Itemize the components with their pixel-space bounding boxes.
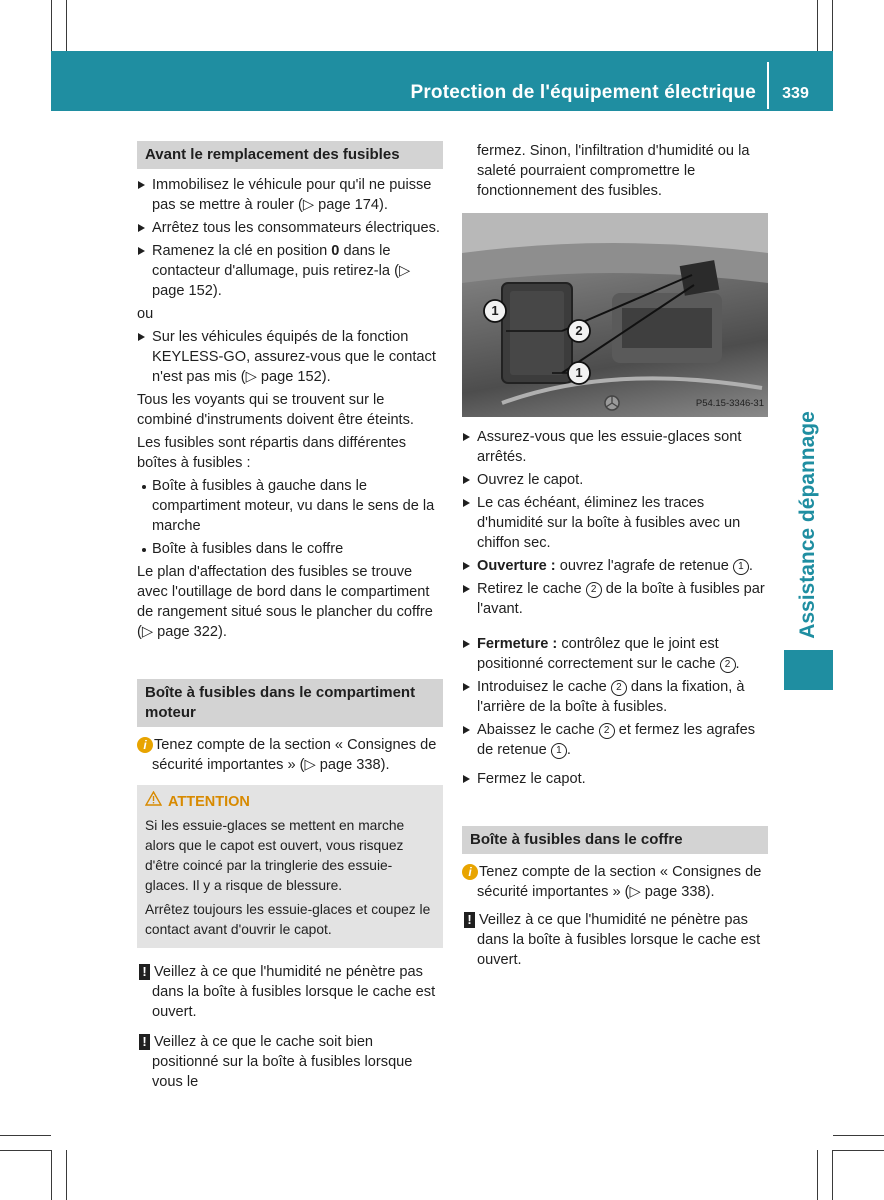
attention-text: Si les essuie-glaces se mettent en marche alors que le capot est ouvert, vous risquez d'être coincé par la tringlerie des essuie-glaces. Il y a risque de blessure. xyxy=(145,818,405,893)
exclamation-icon: ! xyxy=(464,912,475,928)
continued-text: fermez. Sinon, l'infiltration d'humidité ou la saleté pourraient compromettre le fonctionnement des fusibles. xyxy=(477,143,750,199)
side-tab-marker xyxy=(784,650,833,690)
warning-text: Veillez à ce que l'humidité ne pénètre pas dans la boîte à fusibles lorsque le cache est ouvert. xyxy=(152,964,436,1020)
step-text: dans le contacteur d'allumage, puis retirez-la (▷ page 152). xyxy=(152,243,411,299)
crop-mark xyxy=(66,0,67,51)
step-text: Fermez le capot. xyxy=(477,771,586,787)
page-number: 339 xyxy=(782,85,809,102)
callout-ref: 1 xyxy=(551,743,567,759)
crop-mark xyxy=(832,0,833,51)
bullet-item: Boîte à fusibles dans le coffre xyxy=(137,539,443,559)
crop-mark xyxy=(51,0,52,51)
step-text: dans la fixation, à l'arrière de la boîte à fusibles. xyxy=(477,679,745,715)
image-code: P54.15-3346-31 xyxy=(695,398,764,409)
info-note xyxy=(462,862,768,902)
warning-text: Veillez à ce que le cache soit bien positionné sur la boîte à fusibles lorsque vous le xyxy=(152,1034,413,1090)
step-item xyxy=(462,677,768,717)
callout-ref: 1 xyxy=(733,559,749,575)
engine-compartment-photo xyxy=(462,213,768,417)
warning-triangle-icon xyxy=(145,791,162,812)
step-item xyxy=(137,327,443,387)
step-text: de la boîte à fusibles par l'avant. xyxy=(477,581,765,617)
callout-ref: 2 xyxy=(611,680,627,696)
step-text: Ramenez la clé en position xyxy=(152,243,332,259)
step-item xyxy=(462,579,768,619)
section-heading: Boîte à fusibles dans le coffre xyxy=(462,826,768,854)
paragraph-fuse-boxes-intro: Les fusibles sont répartis dans différentes boîtes à fusibles : xyxy=(137,435,407,471)
attention-box xyxy=(137,785,443,948)
bullet-item: Boîte à fusibles à gauche dans le compartiment moteur, vu dans le sens de la marche xyxy=(137,476,443,536)
step-item xyxy=(137,241,443,301)
crop-mark xyxy=(832,1150,833,1200)
crop-mark xyxy=(0,1150,51,1151)
step-text: et fermez les agrafes de retenue xyxy=(477,722,756,758)
left-column xyxy=(137,141,443,1096)
crop-mark xyxy=(0,1135,51,1136)
section-heading: Avant le remplacement des fusibles xyxy=(137,141,443,169)
step-text: Immobilisez le véhicule pour qu'il ne puisse pas se mettre à rouler (▷ page 174). xyxy=(152,177,432,213)
callout-ref: 2 xyxy=(599,723,615,739)
callout-ref: 2 xyxy=(586,582,602,598)
paragraph-fuse-allocation-chart: Le plan d'affectation des fusibles se trouve avec l'outillage de bord dans le compartiment de rangement situé sous le plancher du coffre (▷ page 322). xyxy=(137,564,433,640)
attention-title xyxy=(145,791,435,812)
attention-text: Arrêtez toujours les essuie-glaces et coupez le contact avant d'ouvrir le capot. xyxy=(145,902,431,937)
step-item xyxy=(462,470,768,490)
paragraph-indicator-lamps: Tous les voyants qui se trouvent sur le combiné d'instruments doivent être éteints. xyxy=(137,392,414,428)
warning-note xyxy=(462,910,768,970)
step-text: Retirez le cache xyxy=(477,581,586,597)
warning-text: Veillez à ce que l'humidité ne pénètre pas dans la boîte à fusibles lorsque le cache est ouvert. xyxy=(477,912,761,968)
callout-ref: 2 xyxy=(720,657,736,673)
step-bold: Ouverture : xyxy=(477,558,556,574)
step-text: ouvrez l'agrafe de retenue xyxy=(555,558,733,574)
page-title: Protection de l'équipement électrique xyxy=(410,82,756,103)
crop-mark xyxy=(817,0,818,51)
info-text: Tenez compte de la section « Consignes de sécurité importantes » (▷ page 338). xyxy=(152,737,437,773)
crop-mark xyxy=(833,1150,884,1151)
step-bold: Fermeture : xyxy=(477,636,558,652)
step-text: Introduisez le cache xyxy=(477,679,611,695)
step-text: . xyxy=(566,742,571,758)
crop-mark xyxy=(817,1150,818,1200)
section-heading: Boîte à fusibles dans le compartiment moteur xyxy=(137,679,443,727)
warning-note xyxy=(137,962,443,1022)
step-text: . xyxy=(748,558,753,574)
step-text: contrôlez que le joint est positionné correctement sur le cache xyxy=(477,636,720,672)
header-divider xyxy=(767,62,769,109)
side-tab-label: Assistance dépannage xyxy=(796,411,819,639)
step-item xyxy=(462,493,768,553)
step-text: Le cas échéant, éliminez les traces d'humidité sur la boîte à fusibles avec un chiffon sec. xyxy=(477,495,741,551)
info-text: Tenez compte de la section « Consignes de sécurité importantes » (▷ page 338). xyxy=(477,864,762,900)
exclamation-icon: ! xyxy=(139,1034,150,1050)
crop-mark xyxy=(833,1135,884,1136)
step-text: . xyxy=(735,656,740,672)
step-text: Sur les véhicules équipés de la fonction KEYLESS-GO, assurez-vous que le contact n'est pas mis (▷ page 152). xyxy=(152,329,436,385)
or-text: ou xyxy=(137,306,154,322)
step-item xyxy=(462,720,768,760)
step-text: Abaissez le cache xyxy=(477,722,599,738)
info-circle-icon: i xyxy=(462,864,478,880)
callout-1: 1 xyxy=(491,303,499,318)
step-text: Arrêtez tous les consommateurs électriques. xyxy=(152,220,440,236)
step-item xyxy=(462,427,768,467)
step-text: Ouvrez le capot. xyxy=(477,472,584,488)
step-item xyxy=(462,556,768,576)
exclamation-icon: ! xyxy=(139,964,150,980)
info-note xyxy=(137,735,443,775)
info-circle-icon: i xyxy=(137,737,153,753)
crop-mark xyxy=(66,1150,67,1200)
step-item xyxy=(137,175,443,215)
step-item xyxy=(137,218,443,238)
callout-2: 2 xyxy=(575,323,583,338)
attention-title-text: ATTENTION xyxy=(168,794,250,810)
step-bold: 0 xyxy=(331,243,340,259)
step-item xyxy=(462,634,768,674)
crop-mark xyxy=(51,1150,52,1200)
right-column xyxy=(462,141,768,974)
callout-1: 1 xyxy=(575,365,583,380)
warning-note xyxy=(137,1032,443,1092)
step-text: Assurez-vous que les essuie-glaces sont arrêtés. xyxy=(477,429,742,465)
step-item xyxy=(462,769,768,789)
